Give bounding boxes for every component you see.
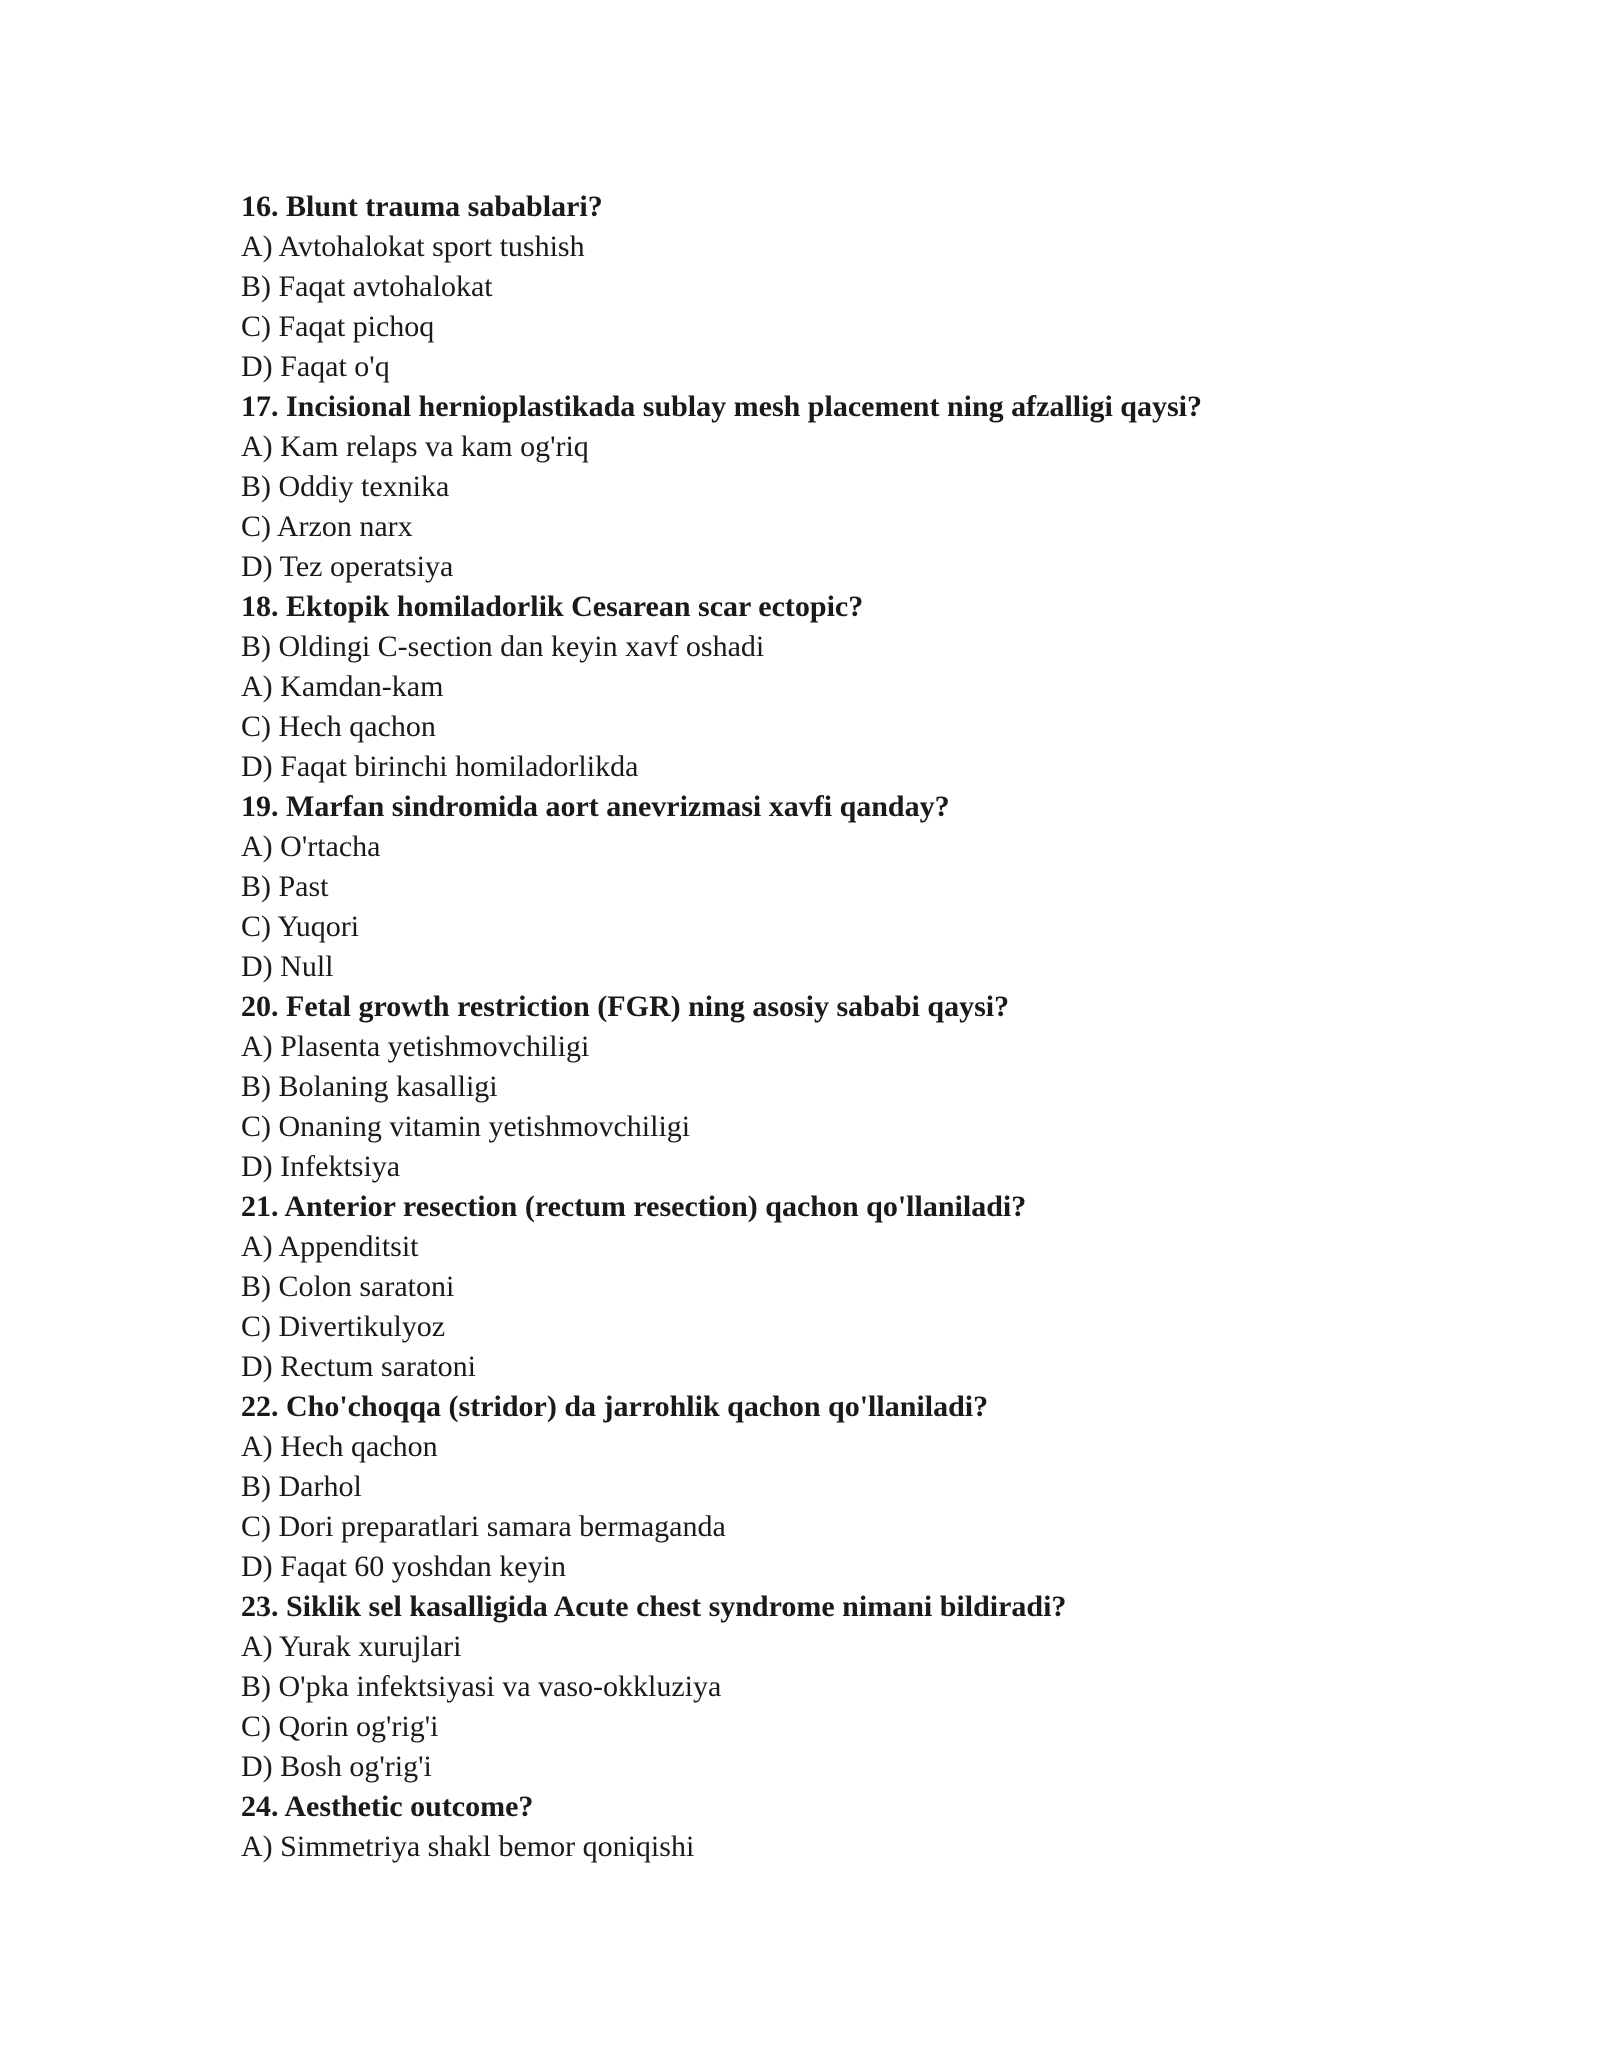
answer-option: B) Faqat avtohalokat	[241, 270, 493, 303]
answer-option: D) Faqat 60 yoshdan keyin	[241, 1550, 566, 1583]
answer-option: D) Faqat birinchi homiladorlikda	[241, 750, 639, 783]
answer-option: B) Oddiy texnika	[241, 470, 450, 503]
question-text: 24. Aesthetic outcome?	[241, 1790, 534, 1823]
question-text: 23. Siklik sel kasalligida Acute chest syndrome nimani bildiradi?	[241, 1590, 1067, 1623]
answer-option: B) Past	[241, 870, 329, 903]
answer-option: A) Appenditsit	[241, 1230, 419, 1263]
answer-option: A) Hech qachon	[241, 1430, 438, 1463]
answer-option: A) Plasenta yetishmovchiligi	[241, 1030, 590, 1063]
answer-option: A) O'rtacha	[241, 830, 381, 863]
answer-option: C) Dori preparatlari samara bermaganda	[241, 1510, 726, 1543]
question-text: 20. Fetal growth restriction (FGR) ning asosiy sababi qaysi?	[241, 990, 1010, 1023]
answer-option: B) O'pka infektsiyasi va vaso-okkluziya	[241, 1670, 722, 1703]
question-text: 21. Anterior resection (rectum resection) qachon qo'llaniladi?	[241, 1190, 1027, 1223]
answer-option: B) Darhol	[241, 1470, 362, 1503]
answer-option: D) Faqat o'q	[241, 350, 390, 383]
question-text: 18. Ektopik homiladorlik Cesarean scar ectopic?	[241, 590, 864, 623]
answer-option: A) Avtohalokat sport tushish	[241, 230, 585, 263]
question-text: 16. Blunt trauma sabablari?	[241, 190, 603, 223]
answer-option: A) Kamdan-kam	[241, 670, 444, 703]
answer-option: D) Tez operatsiya	[241, 550, 454, 583]
question-list	[241, 187, 1441, 1867]
answer-option: D) Bosh og'rig'i	[241, 1750, 432, 1783]
answer-option: C) Onaning vitamin yetishmovchiligi	[241, 1110, 691, 1143]
answer-option: A) Yurak xurujlari	[241, 1630, 462, 1663]
answer-option: D) Null	[241, 950, 334, 983]
question-text: 19. Marfan sindromida aort anevrizmasi xavfi qanday?	[241, 790, 950, 823]
question-text: 22. Cho'choqqa (stridor) da jarrohlik qachon qo'llaniladi?	[241, 1390, 989, 1423]
answer-option: B) Oldingi C-section dan keyin xavf oshadi	[241, 630, 765, 663]
answer-option: C) Hech qachon	[241, 710, 436, 743]
answer-option: A) Simmetriya shakl bemor qoniqishi	[241, 1830, 695, 1863]
answer-option: B) Bolaning kasalligi	[241, 1070, 498, 1103]
answer-option: C) Arzon narx	[241, 510, 413, 543]
answer-option: C) Faqat pichoq	[241, 310, 435, 343]
answer-option: D) Rectum saratoni	[241, 1350, 476, 1383]
question-text: 17. Incisional hernioplastikada sublay mesh placement ning afzalligi qaysi?	[241, 390, 1202, 423]
answer-option: C) Qorin og'rig'i	[241, 1710, 439, 1743]
answer-option: B) Colon saratoni	[241, 1270, 455, 1303]
answer-option: A) Kam relaps va kam og'riq	[241, 430, 589, 463]
answer-option: C) Divertikulyoz	[241, 1310, 446, 1343]
answer-option: D) Infektsiya	[241, 1150, 401, 1183]
answer-option: C) Yuqori	[241, 910, 360, 943]
